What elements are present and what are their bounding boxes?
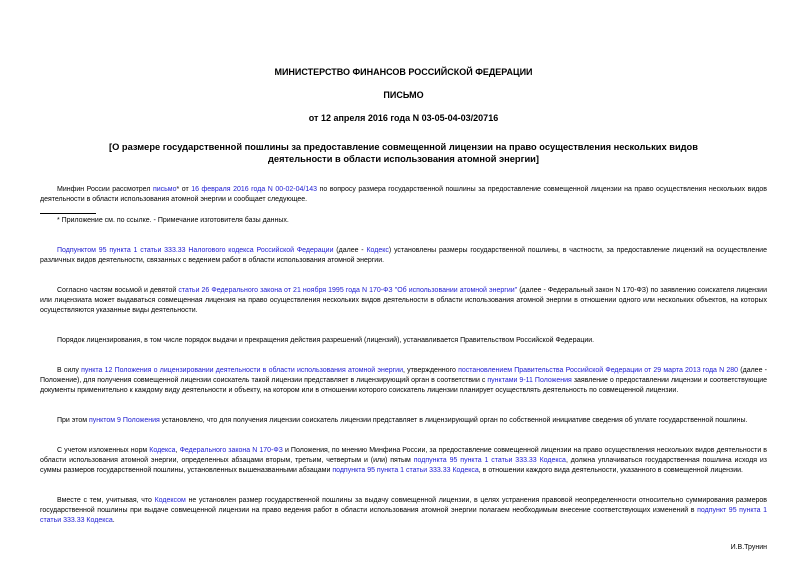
link-government-decree[interactable]: постановлением Правительства Российской Федерации от 29 марта 2013 года N 280 <box>458 367 739 374</box>
text: , утвержденного <box>403 367 459 374</box>
paragraph-8 <box>40 496 767 526</box>
text: , <box>175 447 180 454</box>
footnote-divider <box>40 213 96 214</box>
document-type: ПИСЬМО <box>383 90 424 100</box>
text: При этом <box>57 417 89 424</box>
paragraph-7 <box>40 446 767 476</box>
paragraph-1 <box>40 185 767 205</box>
link-code[interactable]: Кодекса <box>149 447 176 454</box>
link-code[interactable]: Кодексом <box>154 497 186 504</box>
link-regulation-item[interactable]: пункта 12 Положения о лицензировании деятельности в области использования атомной энергии <box>81 367 403 374</box>
link-code[interactable]: Кодекс <box>366 247 389 254</box>
link-subitem-95[interactable]: подпункта 95 пункта 1 статьи 333.33 Кодекса <box>413 457 566 464</box>
text: установлено, что для получения лицензии соискатель лицензии представляет в лицензирующий орган по собственной инициативе сведения об уплате государственной пошлины. <box>159 417 748 424</box>
text: ) установлены размеры государственной пошлины, в частности, за предоставление лицензий на осуществление различных видов деятельности, связанных с ведением работ в области использования атомной энергии. <box>40 247 767 264</box>
document-date-number: от 12 апреля 2016 года N 03-05-04-03/20716 <box>308 113 499 123</box>
text: по вопросу размера государственной пошлины за предоставление совмещенной лицензии на право осуществления нескольких видов деятельности в области использования атомной энергии и сообщает следующее. <box>40 186 768 203</box>
link-letter[interactable]: письмо <box>152 186 177 193</box>
paragraph-3 <box>40 286 767 316</box>
link-letter-date[interactable]: 16 февраля 2016 года N 00-02-04/143 <box>191 186 318 193</box>
text: (далее - Положение), для получения совмещенной лицензии соискатель такой лицензии представляет в лицензирующий орган в соответствии с <box>40 367 767 384</box>
link-regulation-items-9-11[interactable]: пунктами 9-11 Положения <box>487 377 572 384</box>
text: * от <box>176 186 192 193</box>
text: , в отношении каждого вида деятельности, указанного в совмещенной лицензии. <box>478 467 743 474</box>
text: Вместе с тем, учитывая, что <box>57 497 155 504</box>
text: . <box>112 517 115 524</box>
link-regulation-item-9[interactable]: пунктом 9 Положения <box>88 417 160 424</box>
ministry-heading: МИНИСТЕРСТВО ФИНАНСОВ РОССИЙСКОЙ ФЕДЕРАЦИИ <box>274 67 533 77</box>
text: В силу <box>57 367 82 374</box>
text: Минфин России рассмотрел <box>57 186 153 193</box>
document-title: [О размере государственной пошлины за предоставление совмещенной лицензии на право осуществления нескольких видов деятельности в области использования атомной энергии] <box>109 142 698 164</box>
link-federal-law[interactable]: Федерального закона N 170-ФЗ <box>179 447 283 454</box>
link-tax-code-article[interactable]: Подпунктом 95 пункта 1 статьи 333.33 Налогового кодекса Российской Федерации <box>57 247 334 254</box>
text: (далее - Федеральный закон N 170-ФЗ) по заявлению соискателя лицензии или лицензиата может выдаваться совмещенная лицензия на право осуществления нескольких видов деятельности в области использования атомной энергии в отношении одного или нескольких объектов, на которых осуществляются указанные виды деятельности. <box>40 287 768 314</box>
footnote: * Приложение см. по ссылке. - Примечание изготовителя базы данных. <box>57 217 289 224</box>
link-subitem-95[interactable]: подпункт 95 пункта 1 статьи 333.33 Кодекса <box>40 507 767 524</box>
paragraph-6 <box>40 416 767 426</box>
text: заявление о предоставлении лицензии и соответствующие документы применительно к каждому виду деятельности и объекту, на котором или в отношении которого соискатель лицензии планирует осуществлять деятельность по совмещенной лицензии. <box>40 377 768 394</box>
link-federal-law-article[interactable]: статьи 26 Федерального закона от 21 ноября 1995 года N 170-ФЗ "Об использовании атомной энергии" <box>178 287 518 294</box>
text: С учетом изложенных норм <box>57 447 150 454</box>
text: не установлен размер государственной пошлины за выдачу совмещенной лицензии, в целях устранения правовой неопределенности относительно суммирования размеров государственной пошлины при выдаче совмещенной лицензии на право ведения работ в области использования атомной энергии полагаем необходимым внесение соответствующих изменений в <box>40 497 767 514</box>
paragraph-4: Порядок лицензирования, в том числе порядок выдачи и прекращения действия разрешений (лицензий), устанавливается Правительством Российской Федерации. <box>57 337 595 344</box>
link-subitem-95[interactable]: подпункта 95 пункта 1 статьи 333.33 Кодекса <box>332 467 479 474</box>
paragraph-5 <box>40 366 767 396</box>
text: Согласно частям восьмой и девятой <box>57 287 179 294</box>
signature: И.В.Трунин <box>730 544 767 551</box>
text: (далее - <box>333 247 367 254</box>
text: , должна уплачиваться государственная пошлина исходя из суммы размеров государственной пошлины, установленных вышеназванными абзацами <box>40 457 767 474</box>
text: и Положения, по мнению Минфина России, за предоставление совмещенной лицензии на право осуществления нескольких видов деятельности в области использования атомной энергии, определенных абзацами вторым, третьим, четвертым и (или) пятым <box>40 447 768 464</box>
paragraph-2 <box>40 246 767 266</box>
